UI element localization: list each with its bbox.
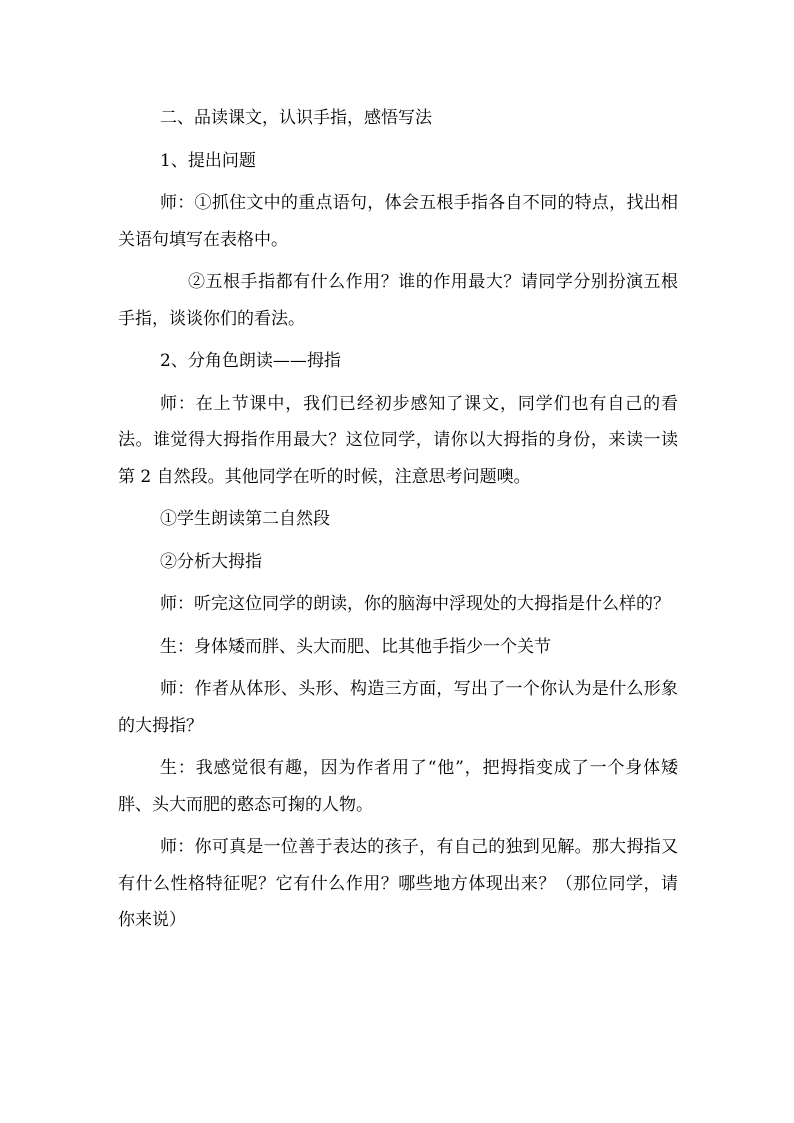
subsection-heading: 2、分角色朗读——拇指 [160, 351, 341, 371]
step-item: ①学生朗读第二自然段 [160, 509, 330, 529]
question-paragraph: ②五根手指都有什么作用？谁的作用最大？请同学分别扮演五根手指，谈谈你们的看法。 [118, 272, 678, 329]
step-item: ②分析大拇指 [160, 551, 262, 572]
teacher-paragraph: 师：①抓住文中的重点语句，体会五根手指各自不同的特点，找出相关语句填写在表格中。 [118, 193, 678, 250]
teacher-paragraph: 师：在上节课中，我们已经初步感知了课文，同学们也有自己的看法。谁觉得大拇指作用最大？这位同学，请你以大拇指的身份，来读一读第 2 自然段。其他同学在听的时候，注意思考问题噢。 [118, 393, 678, 487]
student-paragraph: 生：身体矮而胖、头大而肥、比其他手指少一个关节 [160, 636, 551, 657]
section-heading: 二、品读课文，认识手指，感悟写法 [160, 108, 432, 128]
subsection-heading: 1、提出问题 [160, 150, 256, 171]
teacher-paragraph: 师：作者从体形、头形、构造三方面，写出了一个你认为是什么形象的大拇指？ [118, 679, 678, 736]
document-body [118, 100, 678, 945]
teacher-paragraph: 师：听完这位同学的朗读，你的脑海中浮现处的大拇指是什么样的？ [160, 594, 670, 614]
student-paragraph: 生：我感觉很有趣，因为作者用了“他”，把拇指变成了一个身体矮胖、头大而肥的憨态可掬的人物。 [118, 758, 678, 815]
teacher-paragraph: 师：你可真是一位善于表达的孩子，有自己的独到见解。那大拇指又有什么性格特征呢？它有什么作用？哪些地方体现出来？（那位同学，请你来说） [118, 837, 678, 930]
